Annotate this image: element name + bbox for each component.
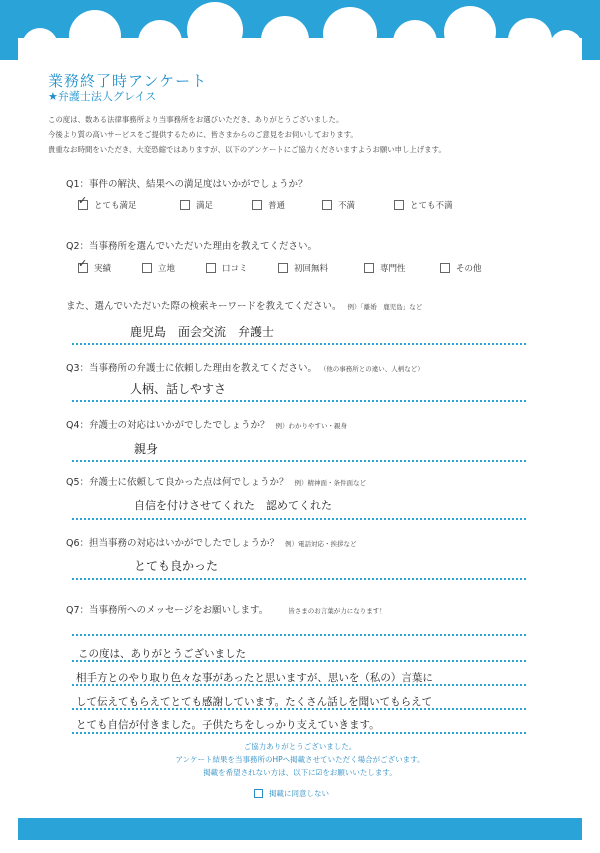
q7-label <box>66 602 386 616</box>
option-label: 実績 <box>94 264 112 274</box>
keywords-hint: 例）「離婚 鹿児島」など <box>347 303 423 311</box>
answer-line <box>72 400 526 402</box>
answer-line <box>72 343 526 345</box>
q5-question: Q5：弁護士に依頼して良かった点は何でしょうか？ <box>66 477 289 488</box>
checkbox[interactable] <box>440 263 450 273</box>
q7-hint: 皆さまのお言葉が力になります！ <box>288 607 386 615</box>
q5-label <box>66 474 366 488</box>
footer-notice: アンケート結果を当事務所のHPへ掲載させていただく場合がございます。 <box>175 755 425 764</box>
keywords-label <box>66 298 422 312</box>
checkbox[interactable] <box>322 200 332 210</box>
answer-line <box>72 732 526 734</box>
q1-option-dissatisfied[interactable] <box>322 199 394 211</box>
answer-line <box>72 684 526 686</box>
intro-line: 今後より質の高いサービスをご提供するために、皆さまからのご意見をお伺いしております。 <box>48 130 358 139</box>
q6-hint: 例）電話対応・挨拶など <box>285 540 357 548</box>
intro-line: 貴重なお時間をいただき、大変恐縮ではありますが、以下のアンケートにご協力くださいますようお願い申し上げます。 <box>48 145 446 154</box>
answer-line <box>72 634 526 636</box>
q7-question: Q7：当事務所へのメッセージをお願いします。 <box>66 605 269 616</box>
option-label: とても満足 <box>94 201 137 211</box>
q5-hint: 例）精神面・条件面など <box>294 479 367 487</box>
q2-option-other[interactable] <box>440 262 482 274</box>
checkbox[interactable] <box>142 263 152 273</box>
q3-hint: （他の事務所との違い、人柄など） <box>323 365 424 373</box>
option-label: 専門性 <box>380 264 406 274</box>
option-label: 満足 <box>196 201 214 211</box>
q1-label: Q1：事件の解決、結果への満足度はいかがでしょうか？ <box>66 179 308 190</box>
q2-options <box>78 262 482 274</box>
q6-answer[interactable]: とても良かった <box>134 559 219 573</box>
option-label: 立地 <box>158 264 176 274</box>
checkbox[interactable] <box>394 200 404 210</box>
q3-label <box>66 360 424 374</box>
answer-line <box>72 578 526 580</box>
q7-answer-line[interactable]: とても自信が付きました。子供たちをしっかり支えていきます。 <box>76 719 380 731</box>
checkbox[interactable] <box>206 263 216 273</box>
q7-answer-line[interactable]: この度は、ありがとうございました <box>78 648 246 660</box>
intro-text <box>48 112 446 157</box>
q4-label <box>66 417 347 431</box>
keywords-answer[interactable]: 鹿児島 面会交流 弁護士 <box>130 325 275 339</box>
option-label: とても不満 <box>410 201 453 211</box>
answer-line <box>72 460 526 462</box>
keywords-question: また、選んでいただいた際の検索キーワードを教えてください。 <box>66 301 342 312</box>
q3-question: Q3：当事務所の弁護士に依頼した理由を教えてください。 <box>66 363 318 374</box>
option-label: 普通 <box>268 201 286 211</box>
q2-option-track-record[interactable] <box>78 262 142 274</box>
option-label: その他 <box>456 264 482 274</box>
option-label: 口コミ <box>222 264 248 274</box>
q4-question: Q4：弁護士の対応はいかがでしたでしょうか？ <box>66 420 270 431</box>
q1-options <box>78 199 453 211</box>
checkbox[interactable] <box>78 263 88 273</box>
q4-answer[interactable]: 親身 <box>134 442 159 456</box>
q4-hint: 例）わかりやすい・親身 <box>275 422 348 430</box>
answer-line <box>72 708 526 710</box>
q2-option-location[interactable] <box>142 262 206 274</box>
q7-answer-line[interactable]: 相手方とのやり取り色々な事があったと思いますが、思いを（私の）言葉に <box>76 672 433 684</box>
q1-option-neutral[interactable] <box>252 199 322 211</box>
answer-line <box>72 518 526 520</box>
consent-checkbox[interactable] <box>254 789 263 798</box>
checkbox[interactable] <box>78 200 88 210</box>
q3-answer[interactable]: 人柄、話しやすさ <box>130 382 227 396</box>
q6-label <box>66 535 357 549</box>
footer-thanks: ご協力ありがとうございました。 <box>243 742 357 751</box>
page-title: 業務終了時アンケート <box>48 72 208 90</box>
answer-line <box>72 660 526 662</box>
footer-instruction: 掲載を希望されない方は、以下に☑をお願いいたします。 <box>203 768 397 777</box>
q2-option-free-consult[interactable] <box>278 262 364 274</box>
firm-name: ★弁護士法人グレイス <box>48 90 157 103</box>
consent-option[interactable] <box>254 788 329 799</box>
q1-option-very-dissatisfied[interactable] <box>394 199 453 211</box>
q2-option-expertise[interactable] <box>364 262 440 274</box>
q2-option-reviews[interactable] <box>206 262 278 274</box>
cloud-header-decoration <box>0 0 600 60</box>
checkbox[interactable] <box>278 263 288 273</box>
q6-question: Q6：担当事務の対応はいかがでしたでしょうか？ <box>66 538 280 549</box>
q7-answer-line[interactable]: して伝えてもらえてとても感謝しています。たくさん話しを聞いてもらえて <box>76 696 433 708</box>
intro-line: この度は、数ある法律事務所より当事務所をお選びいただき、ありがとうございました。 <box>48 115 344 124</box>
option-label: 不満 <box>338 201 356 211</box>
footer-band-decoration <box>18 818 582 840</box>
q1-option-very-satisfied[interactable] <box>78 199 180 211</box>
option-label: 初回無料 <box>294 264 329 274</box>
checkbox[interactable] <box>252 200 262 210</box>
q5-answer[interactable]: 自信を付けさせてくれた 認めてくれた <box>134 499 332 512</box>
consent-label: 掲載に同意しない <box>269 789 329 798</box>
checkbox[interactable] <box>364 263 374 273</box>
q2-label: Q2：当事務所を選んでいただいた理由を教えてください。 <box>66 241 318 252</box>
q1-option-satisfied[interactable] <box>180 199 252 211</box>
checkbox[interactable] <box>180 200 190 210</box>
